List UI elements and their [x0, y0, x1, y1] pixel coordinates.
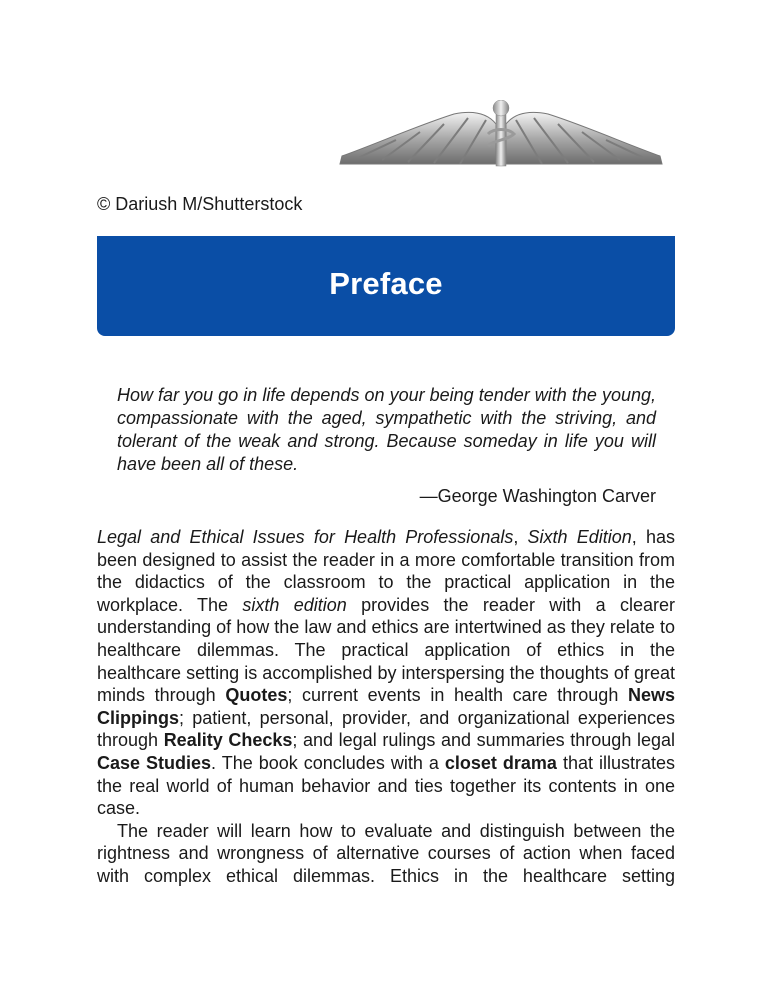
text-run: ; patient, personal, provider, and organizational experiences through — [97, 707, 675, 751]
text-run: , — [513, 527, 528, 547]
feature-reality-checks: Reality Checks — [163, 730, 293, 751]
feature-closet-drama: closet drama — [444, 752, 557, 773]
text-run: . The book concludes with a — [211, 752, 445, 773]
quote-attribution: —George Washington Carver — [419, 486, 656, 506]
epigraph-quote: How far you go in life depends on your being tender with the young, compassionate with the aged, sympathetic with the striving, and tolerant of the weak and strong. Because someday in life you will have been all of these. — [117, 385, 656, 474]
image-credit: © Dariush M/Shutterstock — [97, 194, 303, 214]
book-title: Legal and Ethical Issues for Health Professionals — [97, 527, 514, 547]
feature-news-clippings: News Clippings — [97, 685, 675, 728]
preface-body — [97, 526, 675, 888]
text-run: provides the reader with a clearer understanding of how the law and ethics are intertwined as they relate to healthcare dilemmas. The practical application of ethics in the healthcare setting is accomplished by interspersing the thoughts of great minds through — [97, 594, 676, 706]
edition-term: sixth edition — [242, 594, 347, 615]
text-run: that illustrates the real world of human behavior and ties together its contents in one case. — [97, 752, 675, 819]
text-run: ; current events in health care through — [287, 685, 628, 706]
feature-quotes: Quotes — [225, 685, 288, 706]
body-paragraph-2: The reader will learn how to evaluate and distinguish between the rightness and wrongness of alternative courses of action when faced with complex ethical dilemmas. Ethics in the healthcare setting — [97, 820, 675, 886]
text-run: ; and legal rulings and summaries through legal — [292, 730, 675, 751]
feature-case-studies: Case Studies — [97, 752, 212, 773]
edition-label: Sixth Edition — [527, 527, 632, 547]
caduceus-wings-emblem-icon — [336, 100, 666, 168]
chapter-banner — [97, 236, 675, 336]
text-run: , has been designed to assist the reader in a more comfortable transition from the didactics of the classroom to the practical application in the workplace. The — [97, 527, 676, 615]
body-paragraph-1 — [97, 526, 675, 820]
page-title: Preface — [329, 266, 443, 301]
